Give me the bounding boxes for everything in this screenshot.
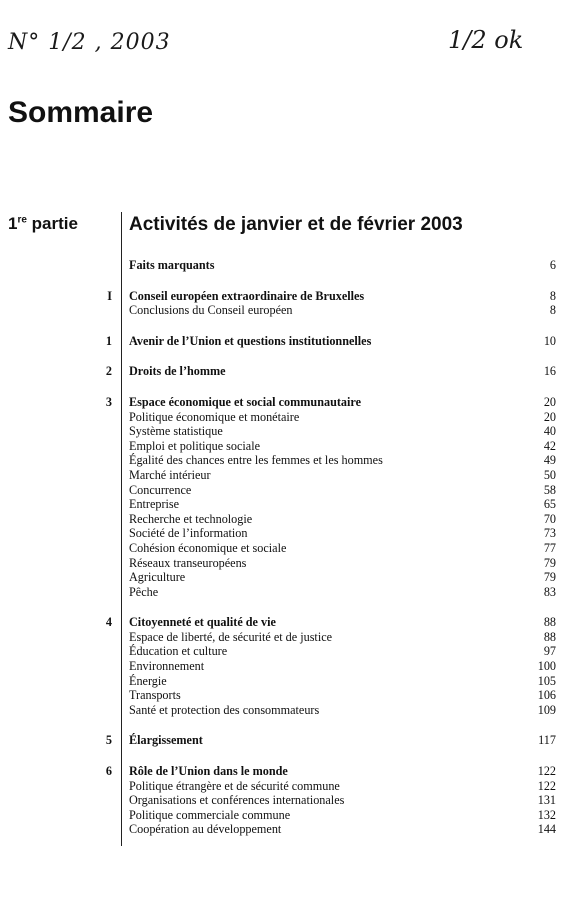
entry-label: Énergie: [129, 673, 167, 688]
entry-label: Espace de liberté, de sécurité et de justice: [129, 629, 333, 644]
section-number: 4: [105, 615, 112, 630]
toc-entry[interactable]: [0, 659, 566, 674]
toc-heading[interactable]: [0, 764, 566, 779]
entry-label: Société de l’information: [129, 526, 248, 541]
toc-heading[interactable]: [0, 615, 566, 630]
page-number: 105: [537, 673, 556, 688]
page-number: 144: [537, 822, 556, 837]
entry-label: Cohésion économique et sociale: [129, 540, 287, 555]
entry-label: Transports: [129, 688, 181, 703]
part-number-suffix: re: [17, 214, 27, 226]
toc-entry[interactable]: [0, 483, 566, 498]
entry-label: Politique commerciale commune: [129, 807, 291, 822]
toc-entry[interactable]: [0, 808, 566, 823]
toc-heading[interactable]: [0, 733, 566, 748]
entry-label: Emploi et politique sociale: [129, 438, 260, 453]
toc-heading[interactable]: [0, 334, 566, 349]
toc-entry[interactable]: [0, 630, 566, 645]
entry-label: Espace économique et social communautaire: [129, 394, 361, 409]
entry-label: Pêche: [129, 584, 159, 599]
toc-entry[interactable]: [0, 526, 566, 541]
page-number: 106: [537, 688, 556, 703]
section-number: 3: [105, 394, 112, 409]
handwritten-ok-note: 1/2 ok: [448, 26, 524, 54]
toc-heading[interactable]: [0, 258, 566, 273]
toc-entry[interactable]: [0, 424, 566, 439]
toc-entry[interactable]: [0, 497, 566, 512]
part-word: partie: [26, 214, 78, 233]
entry-label: Environnement: [129, 659, 205, 674]
entry-label: Politique économique et monétaire: [129, 409, 300, 424]
entry-label: Entreprise: [129, 497, 180, 512]
part-number: 1: [8, 214, 18, 233]
toc-entry[interactable]: [0, 644, 566, 659]
toc-entry[interactable]: [0, 779, 566, 794]
section-number: 6: [105, 764, 112, 779]
page-number: 8: [549, 288, 556, 303]
section-number: 5: [105, 733, 112, 748]
page-title: Sommaire: [8, 96, 154, 129]
entry-label: Politique étrangère et de sécurité commune: [129, 778, 340, 793]
page-number: 40: [543, 424, 556, 439]
section-number: 1: [105, 333, 112, 348]
toc-section: [0, 258, 566, 273]
entry-label: Système statistique: [129, 424, 223, 439]
page-number: 8: [549, 303, 556, 318]
page-number: 58: [543, 482, 556, 497]
entry-label: Faits marquants: [129, 258, 215, 272]
page-number: 97: [543, 644, 556, 659]
toc-entry[interactable]: [0, 303, 566, 318]
entry-label: Citoyenneté et qualité de vie: [129, 615, 276, 630]
page-number: 50: [543, 467, 556, 482]
toc-entry[interactable]: [0, 674, 566, 689]
part-title: Activités de janvier et de février 2003: [129, 214, 463, 235]
toc-entry[interactable]: [0, 703, 566, 718]
page-number: 79: [543, 570, 556, 585]
toc-entry[interactable]: [0, 512, 566, 527]
toc-section: [0, 733, 566, 748]
entry-label: Marché intérieur: [129, 467, 211, 482]
page-number: 65: [543, 497, 556, 512]
page-number: 122: [537, 764, 556, 779]
section-number: I: [107, 288, 112, 303]
entry-label: Santé et protection des consommateurs: [129, 702, 320, 717]
page-number: 16: [543, 364, 556, 379]
section-number: 2: [105, 364, 112, 379]
page-number: 10: [543, 333, 556, 348]
page-number: 122: [537, 778, 556, 793]
entry-label: Réseaux transeuropéens: [129, 555, 247, 570]
entry-label: Avenir de l’Union et questions institutionnelles: [129, 333, 372, 348]
entry-label: Organisations et conférences internationales: [129, 793, 345, 808]
toc-entry[interactable]: [0, 570, 566, 585]
page-number: 20: [543, 394, 556, 409]
toc-entry[interactable]: [0, 453, 566, 468]
toc-section: [0, 395, 566, 599]
toc-entry[interactable]: [0, 822, 566, 837]
entry-label: Coopération au développement: [129, 822, 282, 837]
entry-label: Droits de l’homme: [129, 364, 226, 379]
page-number: 109: [537, 702, 556, 717]
page-number: 70: [543, 511, 556, 526]
page-number: 49: [543, 453, 556, 468]
entry-label: Conseil européen extraordinaire de Bruxelles: [129, 288, 365, 303]
toc-entry[interactable]: [0, 439, 566, 454]
toc-heading[interactable]: [0, 364, 566, 379]
page-number: 100: [537, 659, 556, 674]
toc-entry[interactable]: [0, 688, 566, 703]
entry-label: Agriculture: [129, 570, 186, 585]
toc-entry[interactable]: [0, 585, 566, 600]
toc-section: [0, 334, 566, 349]
toc-section: [0, 289, 566, 318]
entry-label: Conclusions du Conseil européen: [129, 303, 293, 318]
page-number: 88: [543, 615, 556, 630]
table-of-contents: [0, 258, 566, 853]
page-number: 77: [543, 540, 556, 555]
page-number: 79: [543, 555, 556, 570]
toc-section: [0, 364, 566, 379]
page-number: 6: [549, 258, 556, 272]
toc-entry[interactable]: [0, 793, 566, 808]
handwritten-issue-note: N° 1/2 , 2003: [8, 30, 171, 55]
toc-entry[interactable]: [0, 468, 566, 483]
entry-label: Élargissement: [129, 733, 203, 748]
toc-section: [0, 615, 566, 717]
toc-heading[interactable]: [0, 395, 566, 410]
toc-heading[interactable]: [0, 289, 566, 304]
page-number: 131: [537, 793, 556, 808]
toc-entry[interactable]: [0, 410, 566, 425]
toc-entry[interactable]: [0, 556, 566, 571]
page-number: 20: [543, 409, 556, 424]
entry-label: Éducation et culture: [129, 644, 228, 659]
page-number: 132: [537, 807, 556, 822]
page-number: 88: [543, 629, 556, 644]
entry-label: Rôle de l’Union dans le monde: [129, 764, 288, 779]
part-label: [8, 214, 78, 234]
page-number: 73: [543, 526, 556, 541]
toc-entry[interactable]: [0, 541, 566, 556]
toc-section: [0, 764, 566, 837]
entry-label: Recherche et technologie: [129, 511, 253, 526]
page-number: 42: [543, 438, 556, 453]
page-number: 83: [543, 584, 556, 599]
entry-label: Concurrence: [129, 482, 192, 497]
entry-label: Égalité des chances entre les femmes et les hommes: [129, 453, 383, 468]
page-number: 117: [538, 733, 556, 748]
